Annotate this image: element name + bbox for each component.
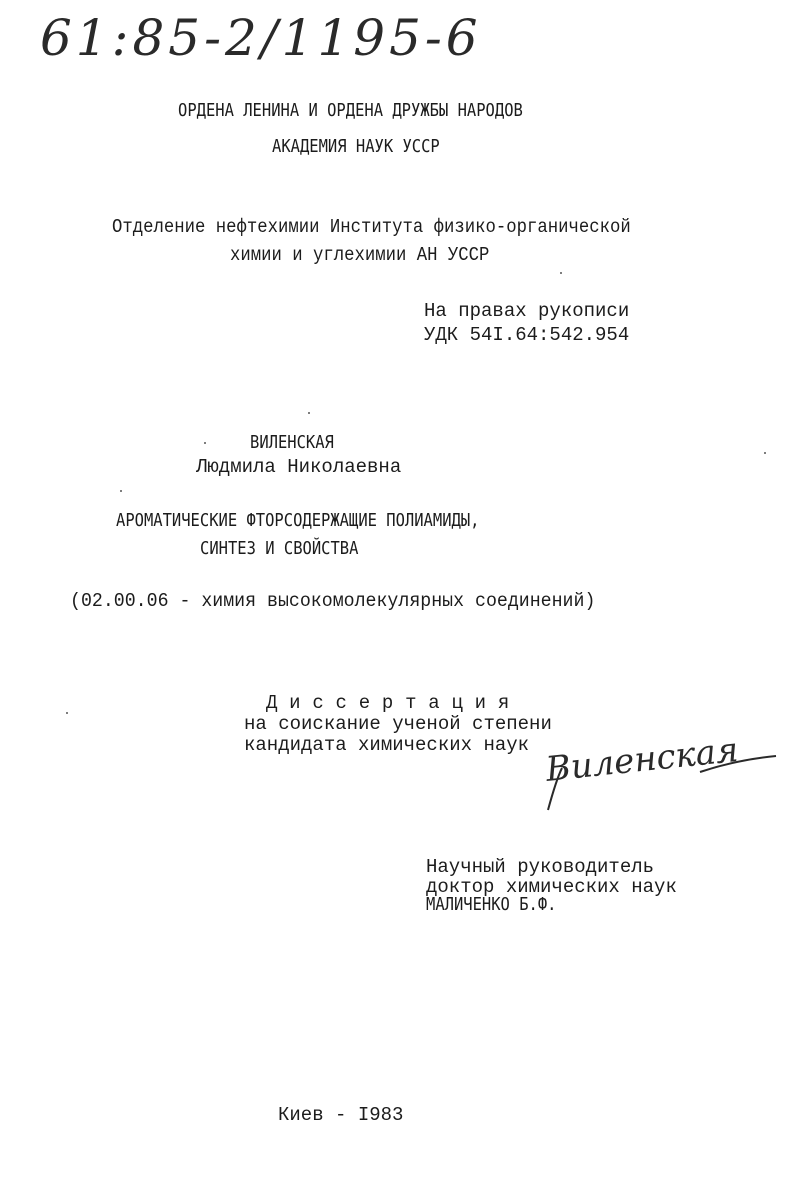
supervisor-degree: доктор химических наук — [426, 876, 677, 898]
department-line-1: Отделение нефтехимии Института физико-органической — [112, 216, 631, 238]
dissertation-label: Диссертация — [266, 692, 522, 714]
scan-speck — [66, 712, 68, 714]
department-line-2: химии и углехимии АН УССР — [230, 244, 490, 266]
scan-speck — [308, 412, 310, 414]
scan-speck — [764, 452, 766, 454]
city-year: Киев - I983 — [278, 1104, 404, 1126]
scan-speck — [120, 490, 122, 492]
author-signature: Виленская — [543, 729, 741, 790]
supervisor-role: Научный руководитель — [426, 856, 655, 878]
thesis-title-line-1: АРОМАТИЧЕСКИЕ ФТОРСОДЕРЖАЩИЕ ПОЛИАМИДЫ, — [116, 510, 480, 531]
signature-flourish — [540, 748, 780, 818]
dissertation-degree: кандидата химических наук — [244, 734, 530, 756]
order-line: ОРДЕНА ЛЕНИНА И ОРДЕНА ДРУЖБЫ НАРОДОВ — [178, 100, 523, 121]
scan-speck — [560, 272, 562, 274]
supervisor-name: МАЛИЧЕНКО Б.Ф. — [426, 894, 557, 915]
archive-code: 61:85-2/1195-6 — [40, 9, 482, 67]
specialty-code: (02.00.06 - химия высокомолекулярных соединений) — [70, 590, 596, 612]
manuscript-rights: На правах рукописи — [424, 300, 630, 322]
academy-name: АКАДЕМИЯ НАУК УССР — [272, 136, 440, 157]
author-surname: ВИЛЕНСКАЯ — [250, 432, 334, 453]
dissertation-purpose: на соискание ученой степени — [244, 713, 552, 735]
author-name: Людмила Николаевна — [196, 456, 402, 478]
udc-code: УДК 54I.64:542.954 — [424, 324, 630, 346]
scan-speck — [204, 442, 206, 444]
thesis-title-line-2: СИНТЕЗ И СВОЙСТВА — [200, 538, 359, 559]
